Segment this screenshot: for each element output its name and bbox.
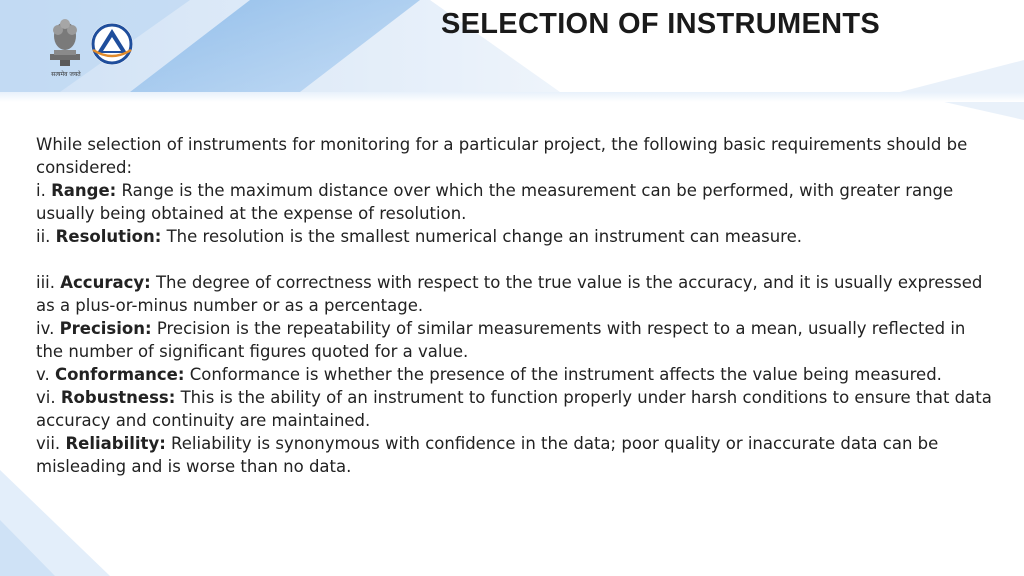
item-term: Range: [51, 181, 117, 200]
national-emblem-icon [50, 19, 80, 66]
item-term: Resolution: [55, 227, 162, 246]
page-title: SELECTION OF INSTRUMENTS [441, 8, 880, 40]
list-item-precision [36, 317, 996, 363]
item-number: vi. [36, 388, 56, 407]
list-item-robustness [36, 386, 996, 432]
item-term: Conformance: [54, 365, 185, 384]
item-text: The resolution is the smallest numerical change an instrument can measure. [161, 227, 802, 246]
item-text: This is the ability of an instrument to function properly under harsh conditions to ensure that data accuracy and continuity are maintained. [36, 388, 992, 430]
item-number: ii. [36, 227, 51, 246]
item-term: Reliability: [65, 434, 166, 453]
item-number: iii. [36, 273, 55, 292]
item-text: Reliability is synonymous with confidence in the data; poor quality or inaccurate data can be misleading and is worse than no data. [36, 434, 939, 476]
bis-logo-icon [91, 23, 133, 65]
list-item-range [36, 179, 996, 225]
item-text: Range is the maximum distance over which the measurement can be performed, with greater range usually being obtained at the expense of resolution. [36, 181, 954, 223]
intro-paragraph: While selection of instruments for monitoring for a particular project, the following basic requirements should be considered: [36, 135, 968, 177]
list-item-resolution [36, 225, 996, 248]
item-number: iv. [36, 319, 55, 338]
item-text: Precision is the repeatability of similar measurements with respect to a mean, usually reflected in the number of significant figures quoted for a value. [36, 319, 966, 361]
emblem-caption: सत्यमेव जयते [51, 71, 81, 78]
item-term: Accuracy: [60, 273, 151, 292]
item-number: v. [36, 365, 50, 384]
item-number: i. [36, 181, 46, 200]
list-item-conformance [36, 363, 996, 386]
item-number: vii. [36, 434, 61, 453]
item-term: Precision: [59, 319, 152, 338]
item-term: Robustness: [60, 388, 176, 407]
list-item-accuracy [36, 271, 996, 317]
item-text: The degree of correctness with respect to the true value is the accuracy, and it is usually expressed as a plus-or-minus number or as a percentage. [36, 273, 983, 315]
list-item-reliability [36, 432, 996, 478]
slide-body [36, 133, 996, 478]
paragraph-spacer [36, 248, 996, 271]
item-text: Conformance is whether the presence of the instrument affects the value being measured. [184, 365, 942, 384]
